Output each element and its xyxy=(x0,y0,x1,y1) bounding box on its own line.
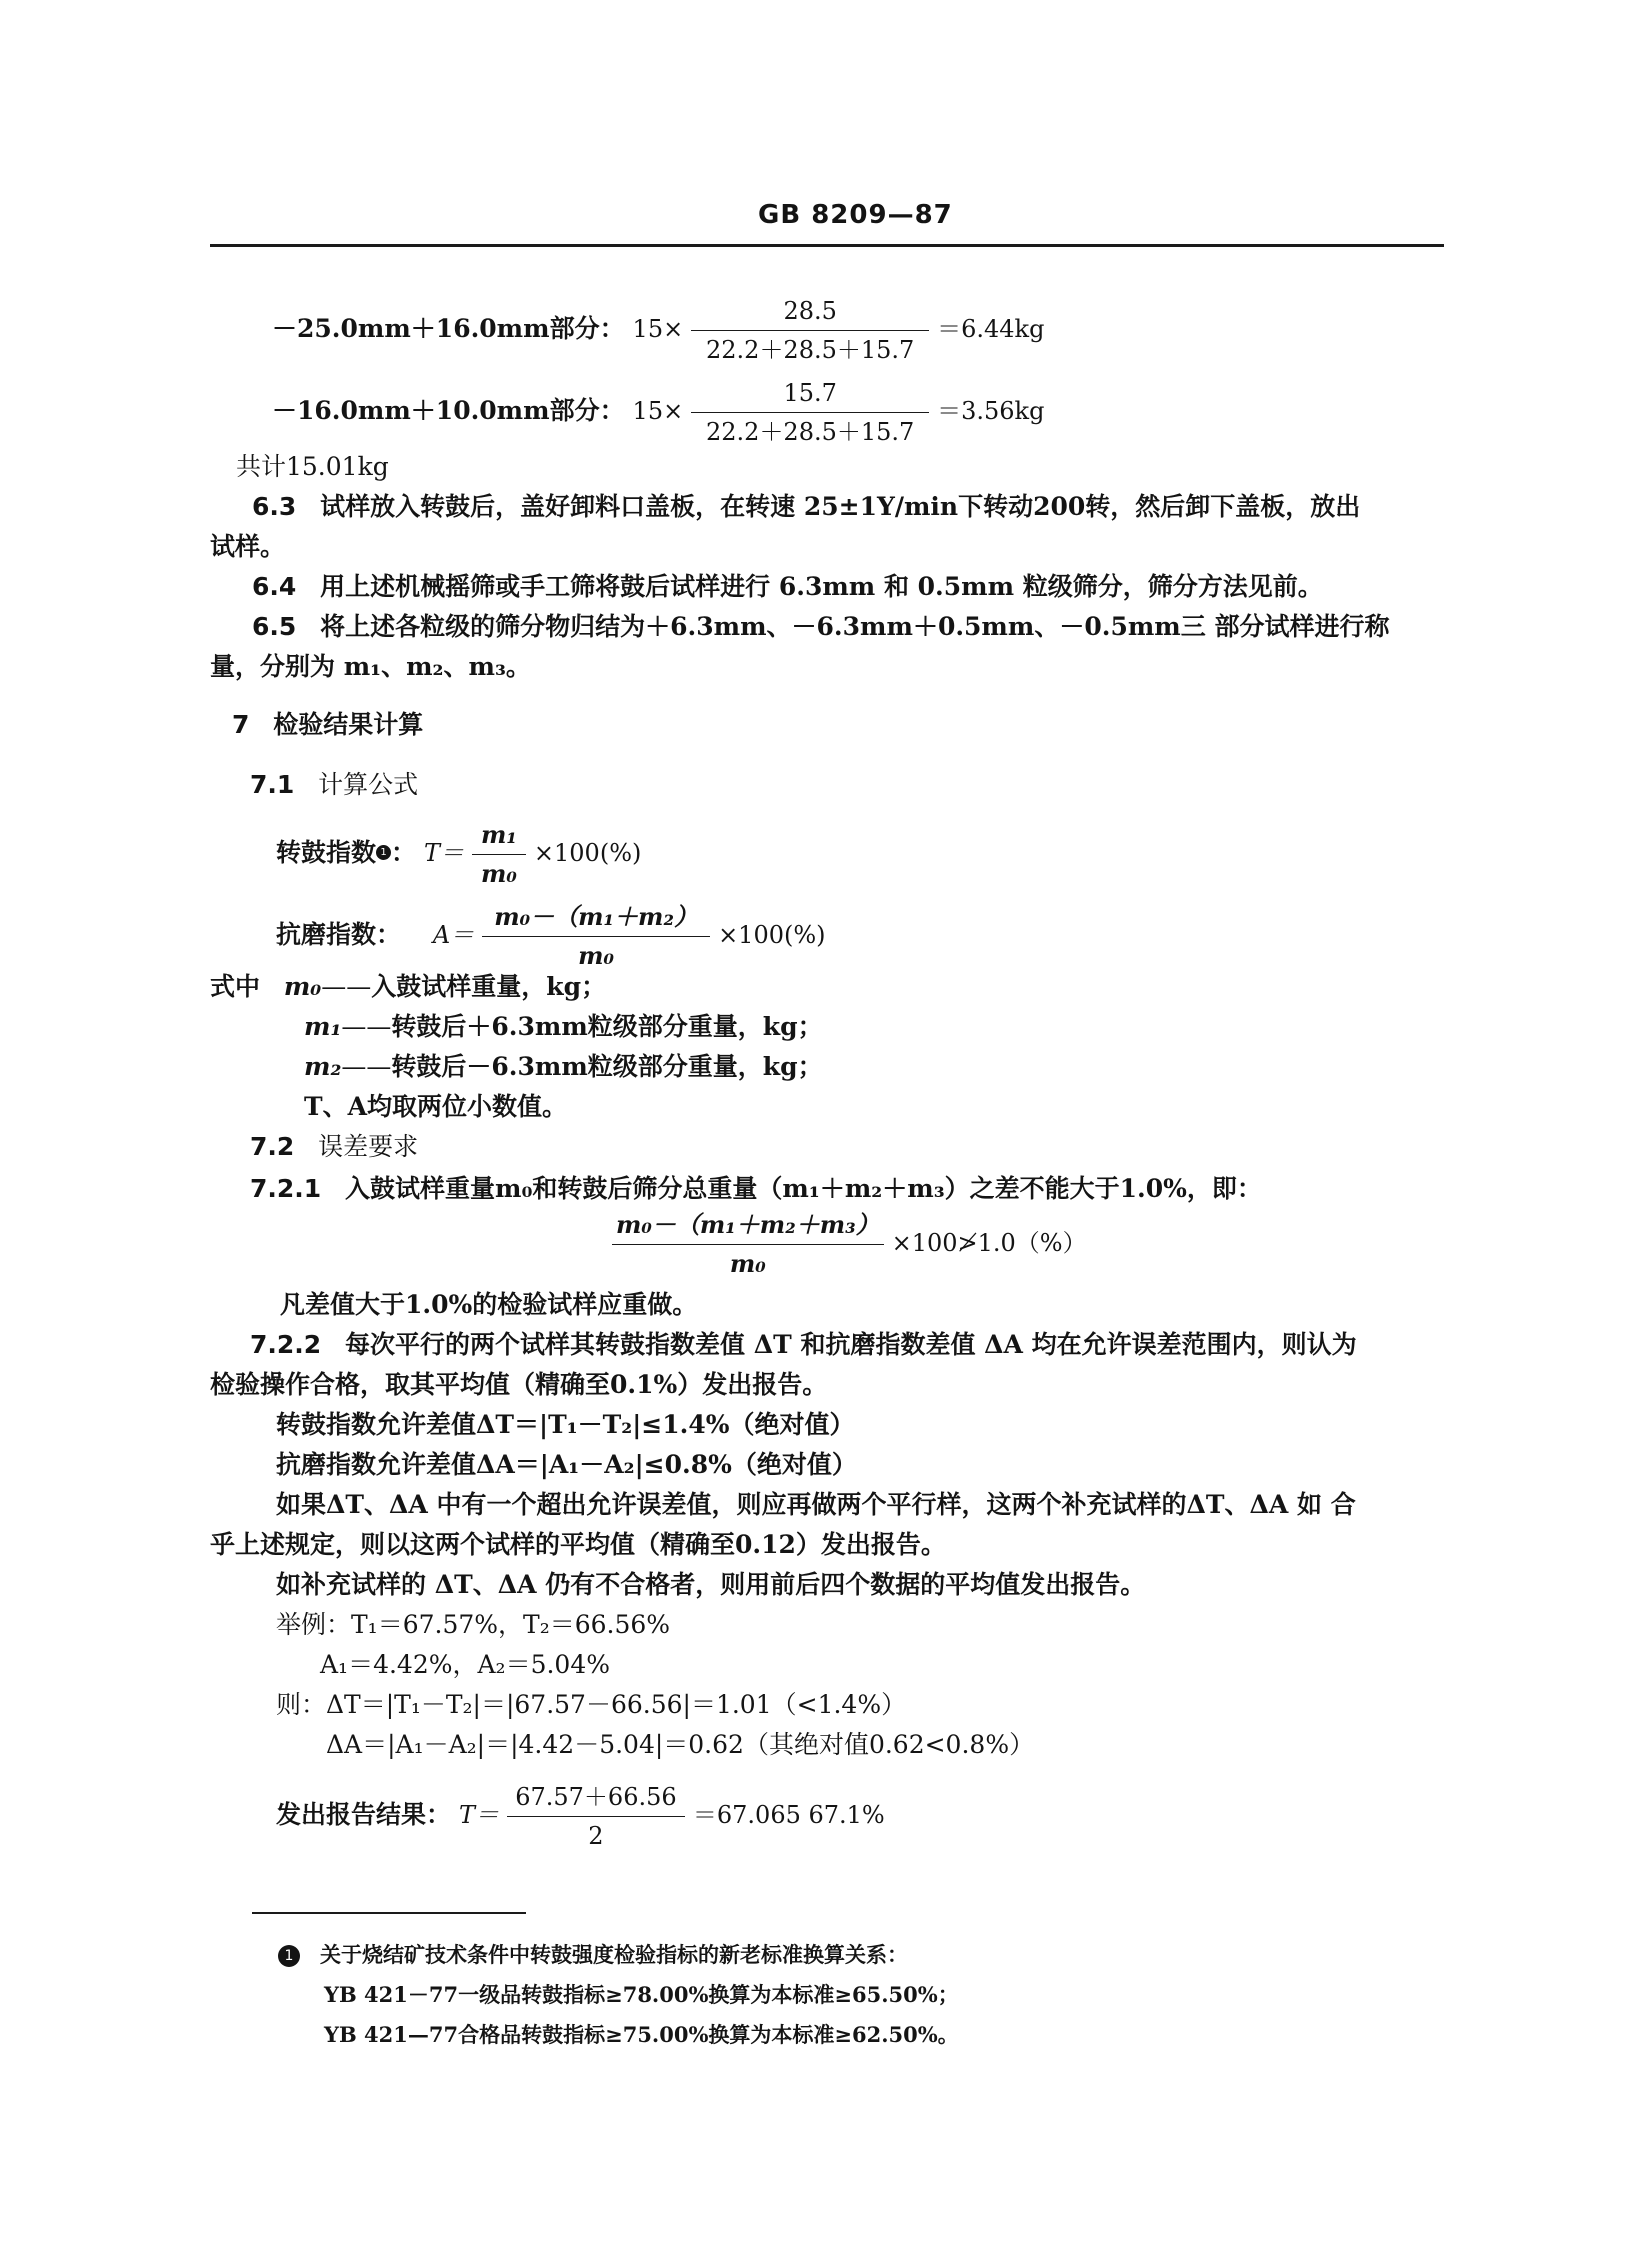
where-lead: 式中 xyxy=(210,972,261,1001)
calc-line-2-result: ＝3.56kg xyxy=(937,397,1045,425)
section-6-5-text-a: 将上述各粒级的筛分物归结为＋6.3mm、－6.3mm＋0.5mm、－0.5mm三 部分试样进行称 xyxy=(320,612,1390,641)
formula-drum-index xyxy=(276,818,641,891)
report-result-label: 发出报告结果： xyxy=(276,1800,452,1829)
example-line-1: 举例：T₁＝67.57%，T₂＝66.56% xyxy=(276,1610,671,1639)
calc-line-2 xyxy=(272,376,1044,449)
section-7-2-1 xyxy=(250,1172,1262,1206)
formula-drum-index-numerator: m₁ xyxy=(472,818,526,855)
report-result xyxy=(276,1780,885,1853)
section-7-2-1-number: 7.2.1 xyxy=(250,1174,322,1203)
section-6-5-number: 6.5 xyxy=(252,612,297,641)
header-rule xyxy=(210,244,1444,247)
calc-total: 共计15.01kg xyxy=(236,452,389,481)
calc-line-1-denominator: 22.2＋28.5＋15.7 xyxy=(706,336,915,364)
section-7-2-2-para1-b: 乎上述规定，则以这两个试样的平均值（精确至0.12）发出报告。 xyxy=(210,1530,946,1559)
formula-drum-index-label: 转鼓指数 xyxy=(276,838,377,867)
page-header-title: GB 8209—87 xyxy=(758,200,953,230)
section-6-3-number: 6.3 xyxy=(252,492,297,521)
where-symbol-1: m₁ xyxy=(304,1012,342,1041)
formula-drum-index-tail: ×100(%) xyxy=(533,839,642,867)
formula-abrasion-index-lhs: A＝ xyxy=(432,921,475,949)
formula-abrasion-index-label: 抗磨指数： xyxy=(276,920,402,949)
section-7-1-title: 计算公式 xyxy=(318,770,419,799)
section-6-4-text: 用上述机械摇筛或手工筛将鼓后试样进行 6.3mm 和 0.5mm 粒级筛分，筛分方法见前。 xyxy=(320,572,1323,601)
section-6-5-text-b: 量，分别为 m₁、m₂、m₃。 xyxy=(210,652,531,681)
section-7-2-heading xyxy=(250,1130,418,1164)
section-7-2-2-text-a: 每次平行的两个试样其转鼓指数差值 ΔT 和抗磨指数差值 ΔA 均在允许误差范围内，则认为 xyxy=(345,1330,1357,1359)
calc-line-1-numerator: 28.5 xyxy=(691,294,929,331)
calc-line-1-result: ＝6.44kg xyxy=(937,315,1045,343)
section-6-3 xyxy=(252,490,1360,524)
calc-line-2-fraction xyxy=(691,376,929,449)
section-7-2-2-number: 7.2.2 xyxy=(250,1330,322,1359)
formula-tolerance xyxy=(612,1208,1087,1281)
footnote-line-1 xyxy=(278,1940,908,1970)
formula-abrasion-index xyxy=(276,900,826,973)
section-7-2-2 xyxy=(250,1328,1357,1362)
section-6-3-text-a: 试样放入转鼓后，盖好卸料口盖板，在转速 25±1Y/min下转动200转，然后卸下盖板，放出 xyxy=(320,492,1361,521)
where-dash-0: —— xyxy=(321,972,372,1001)
section-6-4-number: 6.4 xyxy=(252,572,297,601)
formula-abrasion-index-denominator: m₀ xyxy=(578,941,615,970)
where-text-2: 转鼓后－6.3mm粒级部分重量，kg； xyxy=(391,1052,823,1081)
calc-line-2-denominator: 22.2＋28.5＋15.7 xyxy=(706,418,915,446)
section-6-3-text-b: 试样。 xyxy=(210,532,286,561)
report-result-numerator: 67.57＋66.56 xyxy=(507,1780,685,1817)
footnote-line-3: YB 421—77合格品转鼓指标≥75.00%换算为本标准≥62.50%。 xyxy=(324,2022,959,2047)
where-symbol-0: m₀ xyxy=(283,972,322,1001)
footnote-rule xyxy=(252,1912,526,1914)
calc-line-1-lead: 15× xyxy=(632,315,684,343)
report-result-fraction xyxy=(507,1780,685,1853)
section-6-5 xyxy=(252,610,1389,644)
where-line-0 xyxy=(210,970,606,1004)
example-line-3: 则：ΔT＝|T₁－T₂|＝|67.57－66.56|＝1.01（<1.4%） xyxy=(276,1690,907,1719)
section-7-number: 7 xyxy=(232,710,250,739)
formula-abrasion-index-numerator: m₀－（m₁＋m₂） xyxy=(482,900,710,937)
where-dash-1: —— xyxy=(341,1012,392,1041)
report-result-lhs: T＝ xyxy=(458,1801,499,1829)
where-text-1: 转鼓后＋6.3mm粒级部分重量，kg； xyxy=(391,1012,823,1041)
section-7-2-number: 7.2 xyxy=(250,1132,295,1161)
section-7-title: 检验结果计算 xyxy=(273,710,424,739)
calc-line-1-fraction xyxy=(691,294,929,367)
section-6-4 xyxy=(252,570,1323,604)
rule-abrasion-index-diff: 抗磨指数允许差值ΔA＝|A₁－A₂|≤0.8%（绝对值） xyxy=(276,1450,857,1479)
report-result-denominator: 2 xyxy=(588,1822,604,1850)
calc-line-1-label: －25.0mm＋16.0mm部分： xyxy=(272,314,625,343)
report-result-tail: ＝67.065 67.1% xyxy=(692,1801,885,1829)
calc-line-2-numerator: 15.7 xyxy=(691,376,929,413)
section-7-2-2-text-b: 检验操作合格，取其平均值（精确至0.1%）发出报告。 xyxy=(210,1370,828,1399)
formula-abrasion-index-tail: ×100(%) xyxy=(718,921,826,949)
rule-drum-index-diff: 转鼓指数允许差值ΔT＝|T₁－T₂|≤1.4%（绝对值） xyxy=(276,1410,855,1439)
formula-tolerance-tail: ×100≯1.0（%） xyxy=(891,1229,1087,1257)
footnote-circle-icon: 1 xyxy=(278,1945,300,1967)
formula-drum-index-colon: ： xyxy=(391,838,417,867)
formula-abrasion-index-fraction xyxy=(482,900,710,973)
footnote-marker-icon: 1 xyxy=(376,845,391,860)
where-line-2 xyxy=(304,1050,823,1084)
where-line-1 xyxy=(304,1010,823,1044)
section-7-2-2-para1-a: 如果ΔT、ΔA 中有一个超出允许误差值，则应再做两个平行样，这两个补充试样的ΔT、ΔA 如 合 xyxy=(276,1490,1356,1519)
section-7-1-heading xyxy=(250,768,418,802)
section-7-2-1-after: 凡差值大于1.0%的检验试样应重做。 xyxy=(280,1290,698,1319)
calc-line-2-label: －16.0mm＋10.0mm部分： xyxy=(272,396,625,425)
section-7-2-title: 误差要求 xyxy=(318,1132,419,1161)
example-line-2: A₁＝4.42%，A₂＝5.04% xyxy=(320,1650,610,1679)
formula-drum-index-fraction xyxy=(472,818,526,891)
section-7-2-1-text: 入鼓试样重量m₀和转鼓后筛分总重量（m₁＋m₂＋m₃）之差不能大于1.0%，即： xyxy=(345,1174,1262,1203)
section-7-1-number: 7.1 xyxy=(250,770,295,799)
where-symbol-2: m₂ xyxy=(304,1052,342,1081)
calc-line-1 xyxy=(272,294,1044,367)
section-7-2-2-para2: 如补充试样的 ΔT、ΔA 仍有不合格者，则用前后四个数据的平均值发出报告。 xyxy=(276,1570,1146,1599)
formula-tolerance-denominator: m₀ xyxy=(729,1249,766,1278)
section-7-heading xyxy=(232,708,423,742)
where-text-0: 入鼓试样重量，kg； xyxy=(371,972,607,1001)
footnote-line-2: YB 421－77一级品转鼓指标≥78.00%换算为本标准≥65.50%； xyxy=(324,1982,959,2007)
formula-tolerance-numerator: m₀－（m₁＋m₂＋m₃） xyxy=(612,1208,884,1245)
formula-tolerance-fraction xyxy=(612,1208,884,1281)
calc-line-2-lead: 15× xyxy=(632,397,684,425)
formula-drum-index-lhs: T＝ xyxy=(423,839,464,867)
formula-drum-index-denominator: m₀ xyxy=(481,859,517,888)
where-dash-2: —— xyxy=(341,1052,392,1081)
where-note: T、A均取两位小数值。 xyxy=(304,1092,568,1121)
example-line-4: ΔA＝|A₁－A₂|＝|4.42－5.04|＝0.62（其绝对值0.62<0.8%） xyxy=(326,1730,1035,1759)
footnote-line-1-text: 关于烧结矿技术条件中转鼓强度检验指标的新老标准换算关系： xyxy=(320,1942,909,1967)
